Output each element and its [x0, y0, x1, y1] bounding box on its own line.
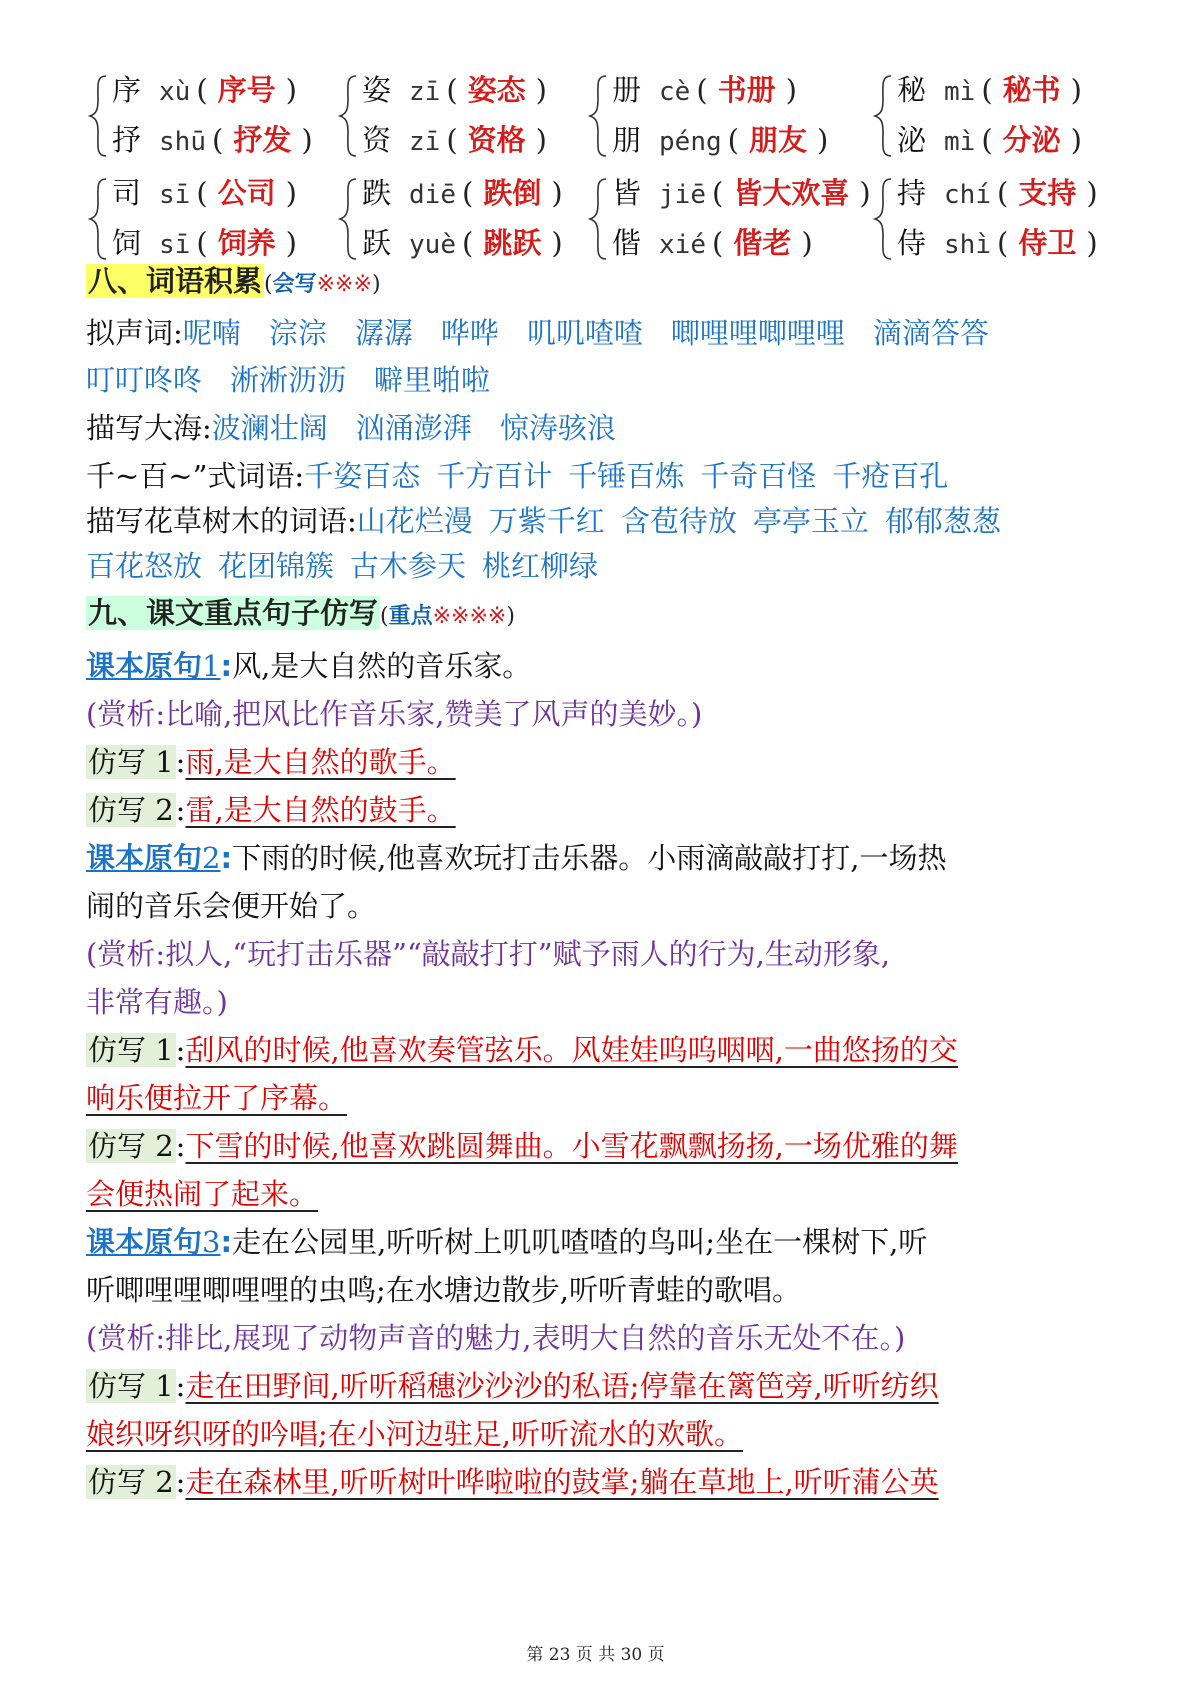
paren-open: ( [711, 176, 724, 210]
original-sentence-label [86, 841, 220, 875]
imitation-1-1: 仿写 1:雨,是大自然的歌手。 [88, 745, 456, 779]
vocab-label: 描写花草树木的词语: [86, 504, 357, 538]
character: 秘 [897, 73, 927, 107]
character-entry [897, 219, 1098, 267]
pinyin: mì [944, 77, 976, 107]
paren-open: ( [981, 73, 993, 107]
character-pair [873, 169, 1128, 272]
imitation-2-1-cont [86, 1074, 1116, 1122]
vocab-word: 山花烂漫 [356, 504, 473, 538]
pinyin: sī [159, 230, 191, 260]
example-word: 皆大欢喜 [733, 176, 850, 210]
paren-close: ) [1070, 123, 1082, 157]
paren-close: ) [785, 73, 797, 107]
pair-row [88, 66, 1128, 169]
character: 皆 [612, 176, 642, 210]
section-8-heading [86, 258, 381, 304]
character-entry [362, 116, 547, 164]
vocab-word: 噼里啪啦 [374, 363, 491, 397]
paren-close: ) [535, 73, 547, 107]
character: 序 [112, 73, 142, 107]
example-word: 跌倒 [483, 176, 542, 210]
analysis-2-cont [86, 978, 1116, 1026]
imitation-3-1: 仿写 1:走在田野间,听听稻穗沙沙沙的私语;停靠在篱笆旁,听听纺织 [88, 1369, 939, 1403]
original-sentence-label [86, 649, 220, 683]
imitation-text: 走在田野间,听听稻穗沙沙沙的私语;停靠在篱笆旁,听听纺织 [185, 1369, 939, 1403]
character-entry [897, 116, 1082, 164]
analysis-text: 非常有趣。) [86, 985, 228, 1019]
vocab-word: 千奇百怪 [700, 459, 817, 493]
vocab-word: 滴滴答答 [872, 316, 989, 350]
section-9-paren-close: ) [506, 604, 515, 629]
pinyin: jiē [659, 180, 706, 210]
vocab-word: 千方百计 [436, 459, 553, 493]
left-brace-icon [338, 74, 358, 158]
example-word: 支持 [1018, 176, 1077, 210]
paren-close: ) [551, 176, 563, 210]
page-footer: 第 23 页 共 30 页 [526, 1645, 665, 1665]
vocab-word: 淙淙 [268, 316, 327, 350]
imitation-label: 仿写 2 [88, 1465, 174, 1499]
paren-open: ( [981, 123, 993, 157]
character: 司 [112, 176, 142, 210]
character: 持 [897, 176, 927, 210]
paren-open: ( [446, 73, 458, 107]
imitation-text: 会便热闹了起来。 [86, 1177, 319, 1211]
original-colon: : [220, 649, 233, 683]
imitation-2-2: 仿写 2:下雪的时候,他喜欢跳圆舞曲。小雪花飘飘扬扬,一场优雅的舞 [88, 1129, 958, 1163]
vocab-sea-line [86, 405, 644, 451]
vocab-label: 拟声词: [86, 316, 183, 350]
analysis-text: (赏析:拟人,“玩打击乐器”“敲敲打打”赋予雨人的行为,生动形象, [86, 937, 891, 971]
analysis-1 [86, 690, 1116, 738]
vocab-word: 桃红柳绿 [482, 549, 599, 583]
character: 册 [612, 73, 642, 107]
imitation-1-2: 仿写 2:雷,是大自然的鼓手。 [88, 793, 456, 827]
example-word: 秘书 [1002, 73, 1061, 107]
paren-close: ) [859, 176, 871, 210]
character: 朋 [612, 123, 642, 157]
pinyin: zī [409, 77, 441, 107]
imitation-text: 下雪的时候,他喜欢跳圆舞曲。小雪花飘飘扬扬,一场优雅的舞 [185, 1129, 958, 1163]
analysis-text: (赏析:比喻,把风比作音乐家,赞美了风声的美妙。) [86, 697, 703, 731]
imitation-label: 仿写 2 [88, 793, 174, 827]
vocab-word: 叮叮咚咚 [86, 363, 203, 397]
imitation-3-2: 仿写 2:走在森林里,听听树叶哗啦啦的鼓掌;躺在草地上,听听蒲公英 [88, 1465, 939, 1499]
character-entry [362, 169, 563, 217]
vocab-word: 万紫千红 [488, 504, 605, 538]
paren-close: ) [1070, 73, 1082, 107]
original-label-text: 课本原句 [86, 841, 203, 875]
pinyin: yuè [409, 230, 456, 260]
vocab-word: 亭亭玉立 [752, 504, 869, 538]
character-pair [338, 66, 588, 169]
paren-open: ( [711, 226, 724, 260]
paren-open: ( [996, 226, 1009, 260]
character-entry [612, 169, 871, 217]
character-entry [612, 219, 813, 267]
left-brace-icon [338, 177, 358, 261]
imitation-2-1: 仿写 1:刮风的时候,他喜欢奏管弦乐。风娃娃呜呜咽咽,一曲悠扬的交 [88, 1033, 958, 1067]
example-word: 跳跃 [483, 226, 542, 260]
example-word: 朋友 [748, 123, 807, 157]
character-entry [112, 66, 297, 114]
paren-open: ( [461, 226, 474, 260]
vocab-word: 唧哩哩唧哩哩 [670, 316, 845, 350]
example-word: 抒发 [233, 123, 292, 157]
original-number: 1 [202, 649, 221, 683]
example-word: 姿态 [467, 73, 526, 107]
example-word: 公司 [217, 176, 276, 210]
vocab-word: 古木参天 [350, 549, 467, 583]
character-entry [897, 66, 1082, 114]
vocab-flowers-line-2 [86, 543, 614, 589]
original-number: 3 [202, 1225, 221, 1259]
character-pair [338, 169, 588, 272]
paren-close: ) [1086, 176, 1098, 210]
original-sentence-text: 走在公园里,听听树上叽叽喳喳的鸟叫;坐在一棵树下,听 [232, 1225, 928, 1259]
imitation-label: 仿写 2 [88, 1129, 174, 1163]
imitation-text: 走在森林里,听听树叶哗啦啦的鼓掌;躺在草地上,听听蒲公英 [185, 1465, 939, 1499]
left-brace-icon [588, 74, 608, 158]
original-sentence-text: 听唧哩哩唧哩哩的虫鸣;在水塘边散步,听听青蛙的歌唱。 [86, 1273, 801, 1307]
original-number: 2 [202, 841, 221, 875]
pinyin: péng [659, 127, 722, 157]
vocab-label: 描写大海: [86, 411, 212, 445]
pinyin: diē [409, 180, 456, 210]
original-colon: : [220, 1225, 233, 1259]
paren-close: ) [1086, 226, 1098, 260]
vocab-word: 呢喃 [182, 316, 241, 350]
paren-open: ( [696, 73, 708, 107]
example-word: 饲养 [217, 226, 276, 260]
paren-close: ) [801, 226, 813, 260]
original-sentence-2 [86, 834, 1116, 882]
imitation-label: 仿写 1 [88, 1033, 174, 1067]
pinyin: mì [944, 127, 976, 157]
pinyin: sī [159, 180, 191, 210]
vocab-word: 百花怒放 [86, 549, 203, 583]
vocab-onomatopoeia-line-2 [86, 357, 518, 403]
section-8-paren-close: ) [371, 272, 381, 297]
original-sentence-3 [86, 1218, 1116, 1266]
vocab-word: 潺潺 [354, 316, 413, 350]
paren-open: ( [196, 176, 208, 210]
character-entry [112, 116, 313, 164]
left-brace-icon [873, 74, 893, 158]
section-8-note-text: 会写 [272, 272, 317, 297]
section-9-note [389, 604, 507, 629]
section-9-stars: ※※※※ [432, 604, 507, 629]
character-pairs-table [88, 66, 1128, 272]
pinyin: shì [944, 230, 991, 260]
left-brace-icon [588, 177, 608, 261]
section-8-stars: ※※※ [316, 272, 372, 297]
imitation-label: 仿写 1 [88, 1369, 174, 1403]
section-8-note [273, 272, 372, 297]
paren-close: ) [285, 73, 297, 107]
paren-open: ( [461, 176, 474, 210]
paren-close: ) [285, 226, 297, 260]
pinyin: xù [159, 77, 191, 107]
original-sentence-text: 下雨的时候,他喜欢玩打击乐器。小雨滴敲敲打打,一场热 [232, 841, 947, 875]
character: 饲 [112, 226, 142, 260]
pinyin: zī [409, 127, 441, 157]
character-entry [362, 219, 563, 267]
character-pair [88, 66, 338, 169]
character-entry [362, 66, 547, 114]
vocab-qianbai-line [86, 453, 964, 499]
imitation-text: 雷,是大自然的鼓手。 [185, 793, 456, 827]
paren-close: ) [535, 123, 547, 157]
original-colon: : [220, 841, 233, 875]
paren-close: ) [285, 176, 297, 210]
character: 资 [362, 123, 392, 157]
imitation-2-2-cont [86, 1170, 1116, 1218]
paren-open: ( [196, 73, 208, 107]
original-sentence-2-cont [86, 882, 1116, 930]
imitation-3-1-cont [86, 1410, 1116, 1458]
original-label-text: 课本原句 [86, 649, 203, 683]
character: 跌 [362, 176, 392, 210]
paren-open: ( [996, 176, 1009, 210]
vocab-word: 千疮百孔 [832, 459, 949, 493]
paren-close: ) [301, 123, 313, 157]
imitation-text: 刮风的时候,他喜欢奏管弦乐。风娃娃呜呜咽咽,一曲悠扬的交 [185, 1033, 958, 1067]
character-pair [88, 169, 338, 272]
character-entry [112, 169, 297, 217]
section-8-paren-open: ( [264, 272, 273, 297]
vocab-onomatopoeia-line-1 [86, 310, 1017, 356]
imitation-text: 雨,是大自然的歌手。 [185, 745, 456, 779]
vocab-word: 花团锦簇 [218, 549, 335, 583]
left-brace-icon [88, 177, 108, 261]
vocab-word: 郁郁葱葱 [884, 504, 1001, 538]
paren-open: ( [211, 123, 224, 157]
pinyin: xié [659, 230, 706, 260]
pinyin: cè [659, 77, 691, 107]
character: 侍 [897, 226, 927, 260]
character: 偕 [612, 226, 642, 260]
pinyin: chí [944, 180, 991, 210]
vocab-word: 惊涛骇浪 [499, 411, 616, 445]
section-9-note-text: 重点 [388, 604, 433, 629]
character: 抒 [112, 123, 142, 157]
section-9-paren-open: ( [380, 604, 389, 629]
character: 跃 [362, 226, 392, 260]
original-sentence-3-cont [86, 1266, 1116, 1314]
paren-close: ) [816, 123, 829, 157]
example-word: 资格 [467, 123, 526, 157]
imitation-label: 仿写 1 [88, 745, 174, 779]
section-9-title: 九、课文重点句子仿写 [88, 596, 379, 630]
character: 泌 [897, 123, 927, 157]
example-word: 侍卫 [1018, 226, 1077, 260]
vocab-word: 淅淅沥沥 [230, 363, 347, 397]
imitation-text: 响乐便拉开了序幕。 [86, 1081, 348, 1115]
vocab-word: 汹涌澎湃 [355, 411, 472, 445]
original-sentence-text: 闹的音乐会便开始了。 [86, 889, 377, 923]
left-brace-icon [873, 177, 893, 261]
paren-close: ) [551, 226, 563, 260]
vocab-word: 千姿百态 [304, 459, 421, 493]
example-word: 偕老 [733, 226, 792, 260]
example-word: 序号 [217, 73, 276, 107]
vocab-word: 千锤百炼 [568, 459, 685, 493]
original-sentence-1 [86, 642, 1116, 690]
original-sentence-label [86, 1225, 220, 1259]
vocab-flowers-line-1 [86, 498, 1017, 544]
pair-row [88, 169, 1128, 272]
paren-open: ( [446, 123, 458, 157]
left-brace-icon [88, 74, 108, 158]
character-entry [612, 66, 797, 114]
original-label-text: 课本原句 [86, 1225, 203, 1259]
vocab-word: 叽叽喳喳 [526, 316, 643, 350]
analysis-3 [86, 1314, 1116, 1362]
vocab-word: 哗哗 [440, 316, 499, 350]
character-entry [612, 116, 828, 164]
original-sentence-text: 风,是大自然的音乐家。 [232, 649, 532, 683]
paren-open: ( [196, 226, 208, 260]
character-entry [897, 169, 1098, 217]
analysis-text: (赏析:排比,展现了动物声音的魅力,表明大自然的音乐无处不在。) [86, 1321, 906, 1355]
analysis-2 [86, 930, 1116, 978]
section-8-title: 八、词语积累 [88, 264, 263, 298]
vocab-word: 波澜壮阔 [211, 411, 328, 445]
paren-open: ( [727, 123, 739, 157]
character-pair [588, 169, 873, 272]
section-9-heading [86, 590, 515, 636]
vocab-word: 含苞待放 [620, 504, 737, 538]
example-word: 分泌 [1002, 123, 1061, 157]
character-pair [873, 66, 1128, 169]
vocab-label: 千~百~”式词语: [86, 459, 305, 493]
pinyin: shū [159, 127, 206, 157]
example-word: 书册 [717, 73, 776, 107]
character-pair [588, 66, 873, 169]
imitation-text: 娘织呀织呀的吟唱;在小河边驻足,听听流水的欢歌。 [86, 1417, 743, 1451]
character: 姿 [362, 73, 392, 107]
